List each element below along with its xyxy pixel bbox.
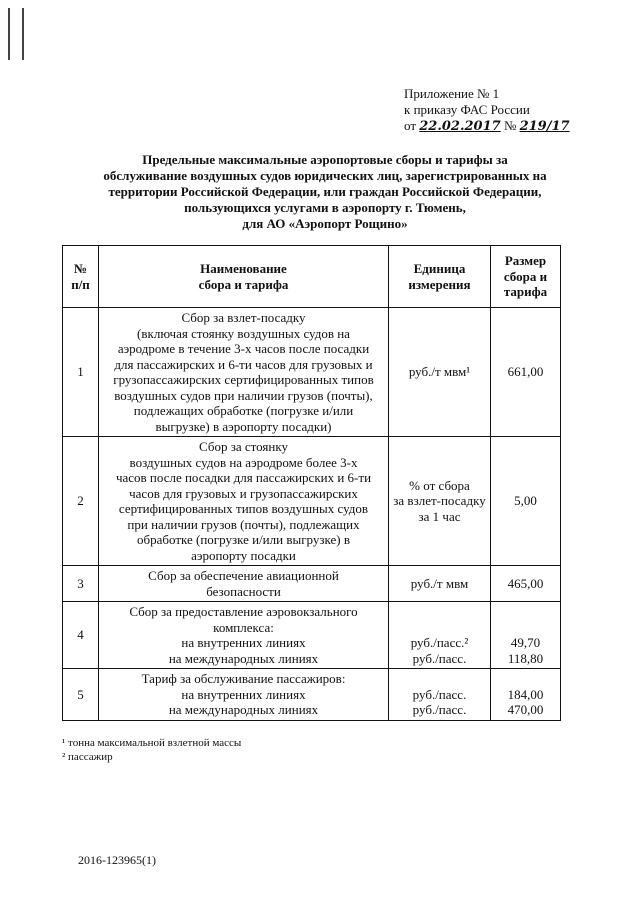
row-name-line: аэродроме в течение 3-х часов после посадки xyxy=(117,341,370,356)
row-size: 661,00 xyxy=(491,308,561,437)
title-line-5: для АО «Аэропорт Рощино» xyxy=(242,216,408,231)
title-line-1: Предельные максимальные аэропортовые сборы и тарифы за xyxy=(142,152,508,167)
tariff-table xyxy=(62,245,561,721)
header-unit-line: Единица xyxy=(413,261,466,276)
row-name-line: подлежащих обработке (погрузке и/или xyxy=(133,403,354,418)
row-name-line: на международных линиях xyxy=(168,702,319,717)
header-num-line: № xyxy=(73,261,88,276)
table-row xyxy=(63,566,561,602)
title-line-3: территории Российской Федерации, или граждан Российской Федерации, xyxy=(108,184,542,199)
row-number: 2 xyxy=(63,437,99,566)
appendix-date-prefix: от xyxy=(404,118,417,133)
row-size xyxy=(491,602,561,669)
row-size-line: 184,00 xyxy=(507,686,544,702)
header-name-line: сбора и тарифа xyxy=(198,276,289,292)
row-unit-line: руб./пасс. xyxy=(412,686,467,702)
row-name-line: для пассажирских и 6-ти часов для грузовых и xyxy=(114,356,373,372)
row-unit: руб./т мвм¹ xyxy=(389,308,491,437)
row-name-line: Тариф за обслуживание пассажиров: xyxy=(141,671,346,686)
row-name-line: аэропорту посадки xyxy=(191,547,296,563)
footnote-1: ¹ тонна максимальной взлетной массы xyxy=(62,737,242,749)
footnotes xyxy=(62,736,241,764)
header-num-line: п/п xyxy=(71,276,90,292)
row-name-line: Сбор за предоставление аэровокзального xyxy=(129,604,358,619)
appendix-header xyxy=(404,86,604,135)
row-unit-line: за взлет-посадку xyxy=(393,493,486,509)
row-name-line: Сбор за обеспечение авиационной xyxy=(148,568,339,583)
row-size xyxy=(491,669,561,721)
document-id: 2016-123965(1) xyxy=(78,853,156,867)
row-name-line: грузопассажирских сертифицированных типов xyxy=(113,372,374,387)
table-row xyxy=(63,602,561,669)
row-size: 465,00 xyxy=(491,566,561,602)
row-name xyxy=(99,602,389,669)
row-unit-line: руб./пасс. xyxy=(412,650,467,666)
title-line-4: пользующихся услугами в аэропорту г. Тюмень, xyxy=(184,200,466,215)
row-name-line: при наличии грузов (почты), подлежащих xyxy=(127,516,360,532)
table-header-row xyxy=(63,246,561,308)
scan-edge-mark xyxy=(22,8,24,60)
header-unit-line: измерения xyxy=(408,276,471,292)
row-name-line: безопасности xyxy=(206,583,281,599)
header-size xyxy=(491,246,561,308)
header-size-line: Размер xyxy=(504,253,547,269)
row-unit-line: руб./пасс. xyxy=(412,702,467,717)
table-row xyxy=(63,669,561,721)
row-size-line: 118,80 xyxy=(507,650,544,666)
row-name-line: (включая стоянку воздушных судов на xyxy=(137,325,350,341)
row-size: 5,00 xyxy=(491,437,561,566)
row-name-line: обработке (погрузке и/или выгрузке) в xyxy=(137,532,350,547)
row-name xyxy=(99,566,389,602)
row-unit-line: за 1 час xyxy=(418,508,461,524)
row-unit xyxy=(389,437,491,566)
document-title xyxy=(60,152,590,232)
row-unit xyxy=(389,602,491,669)
title-line-2: обслуживание воздушных судов юридических лиц, зарегистрированных на xyxy=(103,168,547,183)
row-name-line: воздушных судов на аэродроме более 3-х xyxy=(129,454,358,470)
appendix-line-3 xyxy=(404,118,604,135)
row-unit-line: руб./пасс.² xyxy=(410,635,469,650)
appendix-line-2: к приказу ФАС России xyxy=(404,102,530,117)
row-name-line: на международных линиях xyxy=(168,650,319,666)
table-row xyxy=(63,308,561,437)
row-unit xyxy=(389,669,491,721)
number-sign: № xyxy=(503,118,517,133)
row-name-line: часов для грузовых и грузопассажирских xyxy=(129,485,358,501)
header-size-line: тарифа xyxy=(503,284,548,300)
row-name-line: выгрузке) в аэропорту посадки) xyxy=(155,418,332,434)
scan-edge-mark xyxy=(8,8,10,60)
row-name xyxy=(99,308,389,437)
row-number: 4 xyxy=(63,602,99,669)
row-unit: руб./т мвм xyxy=(389,566,491,602)
row-name-line: часов после посадки для пассажирских и 6-ти xyxy=(115,470,372,485)
header-size-line: сбора и xyxy=(503,268,548,284)
row-name-line: воздушных судов при наличии грузов (почты), xyxy=(114,387,373,403)
header-unit xyxy=(389,246,491,308)
row-name-line: Сбор за взлет-посадку xyxy=(181,310,306,325)
row-name-line: на внутренних линиях xyxy=(181,635,306,650)
row-number: 3 xyxy=(63,566,99,602)
header-num xyxy=(63,246,99,308)
row-name-line: Сбор за стоянку xyxy=(199,439,288,454)
row-name-line: сертифицированных типов воздушных судов xyxy=(118,501,369,516)
footnote-2: ² пассажир xyxy=(62,751,113,763)
header-name-line: Наименование xyxy=(200,261,287,276)
handwritten-order-number: 219/17 xyxy=(519,119,570,134)
header-name xyxy=(99,246,389,308)
row-name xyxy=(99,437,389,566)
row-number: 1 xyxy=(63,308,99,437)
row-name-line: на внутренних линиях xyxy=(181,686,306,702)
row-number: 5 xyxy=(63,669,99,721)
row-unit-line: % от сбора xyxy=(409,477,470,493)
appendix-line-1: Приложение № 1 xyxy=(404,86,500,101)
row-name-line: комплекса: xyxy=(213,619,274,635)
row-size-line: 470,00 xyxy=(507,702,544,717)
handwritten-date: 22.02.2017 xyxy=(419,119,501,134)
row-name xyxy=(99,669,389,721)
row-size-line: 49,70 xyxy=(510,635,541,650)
table-row xyxy=(63,437,561,566)
